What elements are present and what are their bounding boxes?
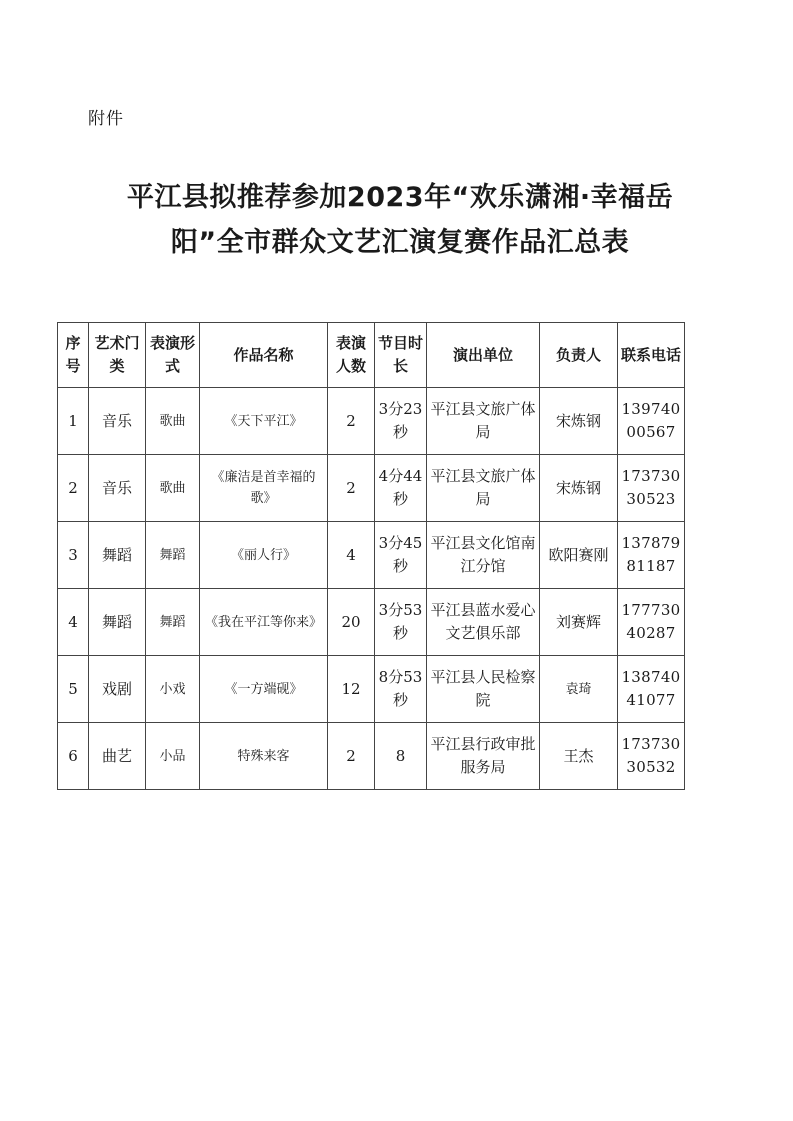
cell-unit: 平江县文旅广体局 — [427, 388, 540, 455]
table-row — [58, 656, 685, 723]
cell-unit: 平江县行政审批服务局 — [427, 723, 540, 790]
cell-performers: 2 — [328, 388, 375, 455]
cell-category: 音乐 — [89, 455, 146, 522]
cell-phone: 17773040287 — [618, 589, 685, 656]
cell-unit: 平江县人民检察院 — [427, 656, 540, 723]
cell-unit: 平江县文化馆南江分馆 — [427, 522, 540, 589]
table-row — [58, 589, 685, 656]
cell-unit: 平江县文旅广体局 — [427, 455, 540, 522]
document-title-line-1: 平江县拟推荐参加2023年“欢乐潇湘·幸福岳 — [126, 182, 674, 213]
cell-work: 《廉洁是首幸福的歌》 — [200, 455, 328, 522]
cell-category: 舞蹈 — [89, 522, 146, 589]
cell-form: 歌曲 — [146, 455, 200, 522]
cell-leader: 欧阳赛刚 — [540, 522, 618, 589]
cell-leader: 宋炼钢 — [540, 388, 618, 455]
cell-duration: 8分53秒 — [375, 656, 427, 723]
header-performers: 表演人数 — [328, 323, 375, 388]
table-row — [58, 723, 685, 790]
table-row — [58, 522, 685, 589]
cell-leader: 袁琦 — [540, 656, 618, 723]
attachment-label: 附件 — [88, 109, 124, 129]
header-phone: 联系电话 — [618, 323, 685, 388]
cell-form: 小品 — [146, 723, 200, 790]
cell-leader: 宋炼钢 — [540, 455, 618, 522]
cell-phone: 13874041077 — [618, 656, 685, 723]
cell-category: 曲艺 — [89, 723, 146, 790]
document-title-line-2: 阳”全市群众文艺汇演复赛作品汇总表 — [170, 227, 630, 258]
cell-performers: 12 — [328, 656, 375, 723]
cell-work: 《一方端砚》 — [200, 656, 328, 723]
cell-duration: 3分45秒 — [375, 522, 427, 589]
table-row — [58, 455, 685, 522]
cell-category: 戏剧 — [89, 656, 146, 723]
cell-seq: 4 — [58, 589, 89, 656]
cell-work: 《丽人行》 — [200, 522, 328, 589]
header-leader: 负责人 — [540, 323, 618, 388]
header-category: 艺术门类 — [89, 323, 146, 388]
cell-leader: 王杰 — [540, 723, 618, 790]
header-duration: 节目时长 — [375, 323, 427, 388]
cell-phone: 17373030532 — [618, 723, 685, 790]
works-summary-table — [57, 322, 685, 790]
cell-leader: 刘赛辉 — [540, 589, 618, 656]
cell-form: 小戏 — [146, 656, 200, 723]
cell-work: 特殊来客 — [200, 723, 328, 790]
table-row — [58, 388, 685, 455]
cell-performers: 20 — [328, 589, 375, 656]
header-work: 作品名称 — [200, 323, 328, 388]
cell-form: 舞蹈 — [146, 589, 200, 656]
cell-unit: 平江县蓝水爱心文艺俱乐部 — [427, 589, 540, 656]
cell-performers: 2 — [328, 455, 375, 522]
header-unit: 演出单位 — [427, 323, 540, 388]
cell-seq: 5 — [58, 656, 89, 723]
cell-performers: 2 — [328, 723, 375, 790]
table-header-row — [58, 323, 685, 388]
cell-seq: 2 — [58, 455, 89, 522]
cell-seq: 6 — [58, 723, 89, 790]
cell-duration: 3分53秒 — [375, 589, 427, 656]
cell-work: 《我在平江等你来》 — [200, 589, 328, 656]
cell-phone: 13787981187 — [618, 522, 685, 589]
cell-phone: 17373030523 — [618, 455, 685, 522]
header-seq: 序号 — [58, 323, 89, 388]
cell-form: 歌曲 — [146, 388, 200, 455]
cell-duration: 8 — [375, 723, 427, 790]
cell-duration: 4分44秒 — [375, 455, 427, 522]
cell-duration: 3分23秒 — [375, 388, 427, 455]
cell-form: 舞蹈 — [146, 522, 200, 589]
cell-seq: 3 — [58, 522, 89, 589]
cell-work: 《天下平江》 — [200, 388, 328, 455]
cell-category: 音乐 — [89, 388, 146, 455]
cell-seq: 1 — [58, 388, 89, 455]
cell-category: 舞蹈 — [89, 589, 146, 656]
cell-phone: 13974000567 — [618, 388, 685, 455]
cell-performers: 4 — [328, 522, 375, 589]
header-form: 表演形式 — [146, 323, 200, 388]
